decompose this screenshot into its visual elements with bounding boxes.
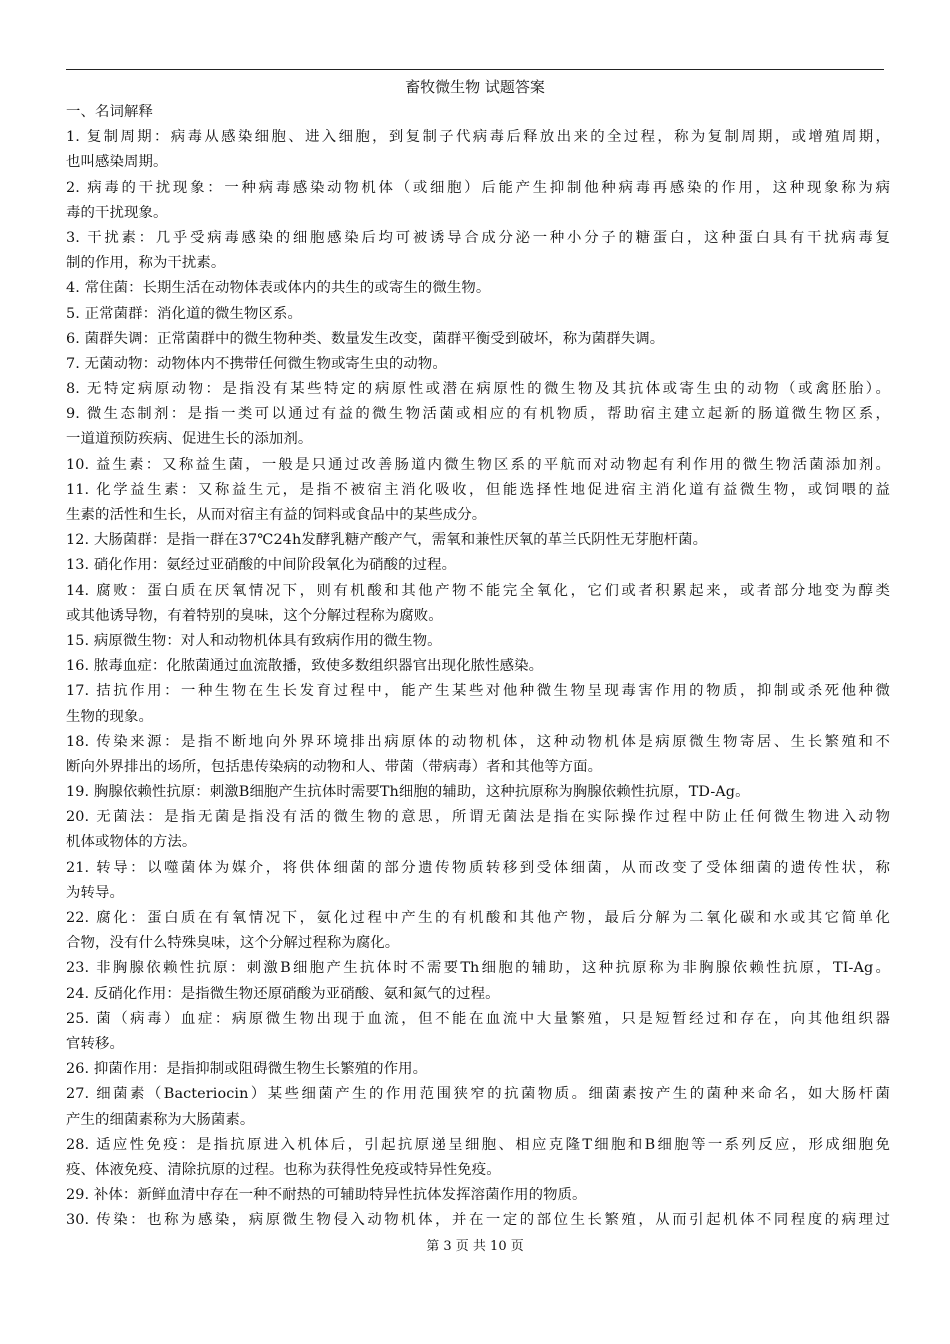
text-line: 13. 硝化作用：氨经过亚硝酸的中间阶段氧化为硝酸的过程。 <box>66 557 457 574</box>
text-line: 机体或物体的方法。 <box>66 834 197 851</box>
header-rule <box>66 69 884 70</box>
text-line: 或其他诱导物，有着特别的臭味，这个分解过程称为腐败。 <box>66 607 443 624</box>
text-line: 毒的干扰现象。 <box>66 204 168 221</box>
text-line: 制的作用，称为干扰素。 <box>66 255 226 272</box>
text-line: 15. 病原微生物：对人和动物机体具有致病作用的微生物。 <box>66 632 442 649</box>
text-line: 20. 无菌法：是指无菌是指没有活的微生物的意思，所谓无菌法是指在实际操作过程中防止任何微生物进入动物 <box>66 809 890 826</box>
text-line: 28. 适应性免疫：是指抗原进入机体后，引起抗原递呈细胞、相应克隆T细胞和B细胞等一系列反应，形成细胞免 <box>66 1136 890 1153</box>
text-line: 25. 菌（病毒）血症：病原微生物出现于血流，但不能在血流中大量繁殖，只是短暂经过和存在，向其他组织器 <box>66 1010 890 1027</box>
text-line: 26. 抑菌作用：是指抑制或阻碍微生物生长繁殖的作用。 <box>66 1061 428 1078</box>
text-line: 1. 复制周期：病毒从感染细胞、进入细胞，到复制子代病毒后释放出来的全过程，称为复制周期，或增殖周期， <box>66 129 890 146</box>
text-line: 30. 传染：也称为感染，病原微生物侵入动物机体，并在一定的部位生长繁殖，从而引起机体不同程度的病理过 <box>66 1212 890 1229</box>
text-line: 5. 正常菌群：消化道的微生物区系。 <box>66 305 302 322</box>
text-line: 29. 补体：新鲜血清中存在一种不耐热的可辅助特异性抗体发挥溶菌作用的物质。 <box>66 1187 587 1204</box>
text-line: 生物的现象。 <box>66 708 153 725</box>
text-line: 18. 传染来源：是指不断地向外界环境排出病原体的动物机体，这种动物机体是病原微生物寄居、生长繁殖和不 <box>66 733 890 750</box>
text-line: 生素的活性和生长，从而对宿主有益的饲料或食品中的某些成分。 <box>66 507 487 523</box>
definition-list <box>66 125 890 1233</box>
text-line: 24. 反硝化作用：是指微生物还原硝酸为亚硝酸、氨和氮气的过程。 <box>66 985 500 1002</box>
text-line: 7. 无菌动物：动物体内不携带任何微生物或寄生虫的动物。 <box>66 355 447 372</box>
text-line: 疫、体液免疫、清除抗原的过程。也称为获得性免疫或特异性免疫。 <box>66 1161 501 1178</box>
text-line: 21. 转导：以噬菌体为媒介，将供体细菌的部分遗传物质转移到受体细菌，从而改变了受体细菌的遗传性状，称 <box>66 859 890 876</box>
text-line: 一道道预防疾病、促进生长的添加剂。 <box>66 431 313 448</box>
text-line: 27. 细菌素（Bacteriocin）某些细菌产生的作用范围狭窄的抗菌物质。细菌素按产生的菌种来命名，如大肠杆菌 <box>66 1086 890 1103</box>
text-line: 断向外界排出的场所，包括患传染病的动物和人、带菌（带病毒）者和其他等方面。 <box>66 758 603 775</box>
text-line: 为转导。 <box>66 884 124 901</box>
text-line: 11. 化学益生素：又称益生元，是指不被宿主消化吸收，但能选择性地促进宿主消化道有益微生物，或饲喂的益 <box>66 481 890 498</box>
text-line: 17. 拮抗作用：一种生物在生长发育过程中，能产生某些对他种微生物呈现毒害作用的物质，抑制或杀死他种微 <box>66 683 890 700</box>
text-line: 官转移。 <box>66 1035 124 1052</box>
text-line: 19. 胸腺依赖性抗原：刺激B细胞产生抗体时需要Th细胞的辅助，这种抗原称为胸腺依赖性抗原，TD-Ag。 <box>66 784 750 801</box>
text-line: 2. 病毒的干扰现象：一种病毒感染动物机体（或细胞）后能产生抑制他种病毒再感染的作用，这种现象称为病 <box>66 179 890 196</box>
section-heading: 一、名词解释 <box>66 104 153 120</box>
text-line: 9. 微生态制剂：是指一类可以通过有益的微生物活菌或相应的有机物质，帮助宿主建立起新的肠道微生物区系， <box>66 406 890 423</box>
text-line: 10. 益生素：又称益生菌，一般是只通过改善肠道内微生物区系的平航而对动物起有利作用的微生物活菌添加剂。 <box>66 456 890 473</box>
text-line: 也叫感染周期。 <box>66 154 168 171</box>
text-line: 12. 大肠菌群：是指一群在37℃24h发酵乳糖产酸产气，需氧和兼性厌氧的革兰氏阴性无芽胞杆菌。 <box>66 532 708 549</box>
text-line: 6. 菌群失调：正常菌群中的微生物种类、数量发生改变，菌群平衡受到破坏，称为菌群失调。 <box>66 330 665 347</box>
document-body <box>66 100 890 1233</box>
text-line: 合物，没有什么特殊臭味，这个分解过程称为腐化。 <box>66 935 400 952</box>
text-line: 4. 常住菌：长期生活在动物体表或体内的共生的或寄生的微生物。 <box>66 280 491 297</box>
text-line: 产生的细菌素称为大肠菌素。 <box>66 1111 255 1128</box>
page-footer: 第 3 页 共 10 页 <box>426 1239 524 1254</box>
document-title: 畜牧微生物 试题答案 <box>405 78 545 96</box>
text-line: 14. 腐败：蛋白质在厌氧情况下，则有机酸和其他产物不能完全氧化，它们或者积累起来，或者部分地变为醇类 <box>66 582 890 599</box>
text-line: 3. 干扰素：几乎受病毒感染的细胞感染后均可被诱导合成分泌一种小分子的糖蛋白，这种蛋白具有干扰病毒复 <box>66 229 890 246</box>
text-line: 16. 脓毒血症：化脓菌通过血流散播，致使多数组织器官出现化脓性感染。 <box>66 658 544 675</box>
text-line: 8. 无特定病原动物：是指没有某些特定的病原性或潜在病原性的微生物及其抗体或寄生虫的动物（或禽胚胎）。 <box>66 381 890 398</box>
text-line: 23. 非胸腺依赖性抗原：刺激B细胞产生抗体时不需要Th细胞的辅助，这种抗原称为非胸腺依赖性抗原，TI-Ag。 <box>66 960 890 977</box>
text-line: 22. 腐化：蛋白质在有氧情况下，氨化过程中产生的有机酸和其他产物，最后分解为二氧化碳和水或其它简单化 <box>66 910 890 926</box>
